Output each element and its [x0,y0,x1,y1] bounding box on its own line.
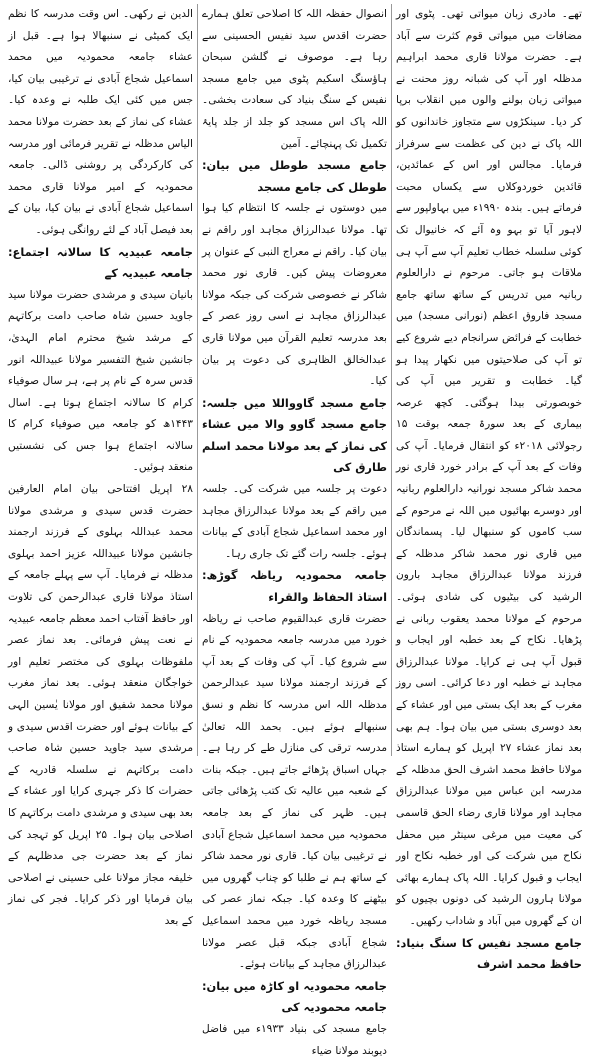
paragraph: انصوال حفظہ اللہ کا اصلاحی تعلق ہمارے حضرت اقدس سید نفیس الحسینی سے رہا ہے۔ موصوف نے گلشن سبحان ہاؤسنگ اسکیم پٹوی میں جامع مسجد نفیس کے سنگ بنیاد کی سعادت بخشی۔ اللہ پاک اس مسجد کو جلد از جلد پایۂ تکمیل تک پہنچائے۔ آمین [202,8,387,150]
article-columns [4,4,586,1057]
paragraph: تھے۔ مادری زبان میواتی تھی۔ پٹوی اور مضافات میں میواتی قوم کثرت سے آباد ہے۔ حضرت مولانا قاری محمد ابراہیم مدظلہ اور آپ کی شبانہ روز محنت نے میواتی زبان بولنے والوں میں انقلاب برپا کر دیا۔ سینکڑوں سے متجاوز خاندانوں کو اللہ پاک نے دین کی عظمت سے سرفراز فرمایا۔ مجالس اور اس کے عمائدین، قائدین خوردوکلاں سے یکساں محبت فرماتے ہیں۔ بندہ ۱۹۹۰ء میں بہاولپور سے لاہور آیا تو بہو وہ آئے کہ خانیوال تک کوئی سلسلہ خطاب تعلیم آپ سے آپ ہی ملاقات ہو جاتی۔ مرحوم نے دارالعلوم ربانیہ میں تدریس کے ساتھ ساتھ جامع مسجد فاروق اعظم (نورانی مسجد) میں خطابت کے فرائض سرانجام دیے شروع کیے تو آپ کی صلاحیتوں میں نکھار پیدا ہو گیا۔ خطابت و تقریر میں آپ کی خوبصورتی بیدا ہوگئی۔ کچھ عرصہ بیماری کے بعد سورۃ جمعہ بوقت ۱۵ رجولائی ۲۰۱۸ء کو انتقال فرمایا۔ آپ کی وفات کے بعد آپ کے برادر خورد قاری نور محمد شاکر مسجد نورانیہ دارالعلوم ربانیہ اور دوسرے بھائیوں میں اللہ نے مرحوم کے سب کاموں کو سنبھال لیا۔ پسماندگان میں قاری نور محمد شاکر مدظلہ کے فرزند مولانا عبدالرزاق مجاہد بارون الرشید کی بیٹیوں کی شادی ہوئی۔ مرحوم کے مولانا محمد یعقوب ربانی نے پڑھایا۔ نکاح کے بعد خطبہ اور ایجاب و قبول آپ ہی نے کرایا۔ مولانا عبدالرزاق مجاہد نے خطبہ اور دعا کرائی۔ اسی روز مغرب کے بعد ایک بستی میں اور عشاء کے بعد دوسری بستی میں بیان ہوا۔ ہم بھی بعد نماز عشاء ۲۷ اپریل کو ہمارے استاذ مولانا حافظ محمد اشرف الحق مدظلہ کے مدرسہ ابن عباس میں مولانا عبدالرزاق مجاہد اور مولانا قاری رضاء الحق قاسمی کی معیت میں مرغی سینٹر میں محفل نکاح میں شرکت کی اور خطبہ نکاح اور ایجاب و قبول کرایا۔ اللہ پاک ہمارے بھائی مولانا ہارون الرشید کی دونوں بچیوں کو ان کے گھروں میں آباد و شاداب رکھیں۔ [396,8,582,927]
section-heading: جامعہ عبیدیہ کا سالانہ اجتماع: جامعہ عبیدیہ کے [8,244,193,281]
section-heading: جامع مسجد طوطل میں بیان: طوطل کی جامع مسجد [202,158,387,194]
section-heading: جامعہ محمودیہ او کاڑہ میں بیان: جامعہ محمودیہ کی [202,978,387,1015]
section-heading: جامعہ محمودیہ ریاظہ گوڑھ: استاذ الحفاظ والقراء [202,568,387,605]
paragraph: بانیان سیدی و مرشدی حضرت مولانا سید جاوید حسین شاہ صاحب دامت برکاتہم کے مرشد شیخ محترم امام الہدیٰ، جانشین شیخ التفسیر مولانا عبیداللہ انور قدس سرہ کے نام پر ہے، ہر سال صوفیاء کرام کا سالانہ اجتماع ہوتا ہے۔ اسال ۱۴۴۳ھ کو جامعہ میں صوفیاء کرام کا سالانہ اجتماع ہوا جس کی نشستیں منعقد ہوئیں۔ [8,288,193,474]
section-heading: جامع مسجد گاوواللا میں جلسہ: جامع مسجد گاوو والا میں عشاء کی نماز کے بعد مولانا محمد اسلم طارق کی [202,395,387,475]
paragraph: حضرت قاری عبدالقیوم صاحب نے ریاظہ خورد میں مدرسہ جامعہ محمودیہ کے نام سے شروع کیا۔ آپ کی وفات کے بعد آپ کے فرزند ارجمند مولانا سید عبدالرحمن مدظلہ اللہ اس مدرسہ کا نظم و نسق سنبھالے ہوئے ہیں۔ بحمد اللہ تعالیٰ مدرسہ ترقی کی منازل طے کر رہا ہے۔ جہاں اسباق پڑھائے جاتے ہیں۔ جبکہ بنات کے شعبہ میں عالیہ تک کتب پڑھائی جاتی ہیں۔ ظہر کی نماز کے بعد جامعہ محمودیہ میں محمد اسماعیل شجاع آبادی نے ترغیبی بیان کیا۔ قاری نور محمد شاکر کے ساتھ ہم نے طلبا کو چناب گھروں میں بیٹھنے کا وعدہ کیا۔ جبکہ نماز عصر کی مسجد ریاظہ خورد میں محمد اسماعیل شجاع آبادی جبکہ قبل عصر مولانا عبدالرزاق مجاہد کے بیانات ہوئے۔ [202,612,387,971]
column-middle [198,4,392,1057]
paragraph: ۲۸ اپریل افتتاحی بیان امام العارفین حضرت قدس سیدی و مرشدی مولانا محمد عبداللہ بہلوی کے فرزند ارجمند جانشین مولانا عبیداللہ عزیز احمد بہلوی مدظلہ نے فرمایا۔ آپ سے پہلے جامعہ کے استاذ مولانا قاری عبدالرحمن کی تلاوت اور حافظ آفتاب احمد معظم جامعہ عبیدیہ نے نعت پیش فرمائی۔ بعد نماز عصر ملفوظات بہلوی کی مختصر تعلیم اور خواجگان منعقد ہوئی۔ بعد نماز مغرب مولانا محمد شفیق اور مولانا یٰسین الہی کے بیانات ہوئے اور حضرت اقدس سیدی و مرشدی سید جاوید حسین شاہ صاحب دامت برکاتہم نے سلسلہ قادریہ کے حضرات کا ذکر جہری کرایا اور عشاء کے بعد بھی سیدی و مرشدی دامت برکاتہم کا اصلاحی بیان ہوا۔ ۲۵ اپریل کو تہجد کی نماز کے بعد حضرت جی مدظلہم کے خلیفہ مجاز مولانا علی حسینی نے اصلاحی بیان فرمایا اور ذکر کرایا۔ فجر کی نماز کے بعد [8,483,193,927]
column-left [4,4,198,927]
paragraph: الدین نے رکھی۔ اس وقت مدرسہ کا نظم ایک کمیٹی نے سنبھالا ہوا ہے۔ قبل از عشاء جامعہ محمودیہ میں محمد اسماعیل شجاع آبادی نے ترغیبی بیان کیا، جس میں کئی ایک طلبہ نے وعدہ کیا۔ عشاء کی نماز کے بعد حضرت مولانا محمد الیاس مدظلہ نے تقریر فرمائی اور مدرسہ کی کارکردگی پر روشنی ڈالی۔ جامعہ محمودیہ کے امیر مولانا قاری محمد اسماعیل شجاع آبادی نے بیان کیا، بیان کے بعد فیصل آباد کے لئے روانگی ہوئی۔ [8,8,193,236]
paragraph: دعوت پر جلسہ میں شرکت کی۔ جلسہ میں راقم کے بعد مولانا عبدالرزاق مجاہد اور محمد اسماعیل شجاع آبادی کے بیانات ہوئے۔ جلسہ رات گئے تک جاری رہا۔ [202,483,387,560]
column-right [392,4,586,972]
paragraph: میں دوستوں نے جلسہ کا انتظام کیا ہوا تھا۔ مولانا عبدالرزاق مجاہد اور راقم نے بیان کیا۔ راقم نے معراج النبی کے عنوان پر معروضات پیش کیں۔ قاری نور محمد شاکر نے خصوصی شرکت کی جبکہ مولانا عبدالرزاق مجاہد نے اسی روز عصر کے بعد مدرسہ تعلیم القرآن میں مولانا قاری عبدالخالق الظاہری کی دعوت پر بیان کیا۔ [202,202,387,388]
section-heading: جامع مسجد نفیس کا سنگ بنیاد: حافظ محمد اشرف [396,935,582,972]
paragraph: جامع مسجد کی بنیاد ۱۹۳۳ء میں فاضل دیوبند مولانا ضیاء [202,1022,387,1057]
